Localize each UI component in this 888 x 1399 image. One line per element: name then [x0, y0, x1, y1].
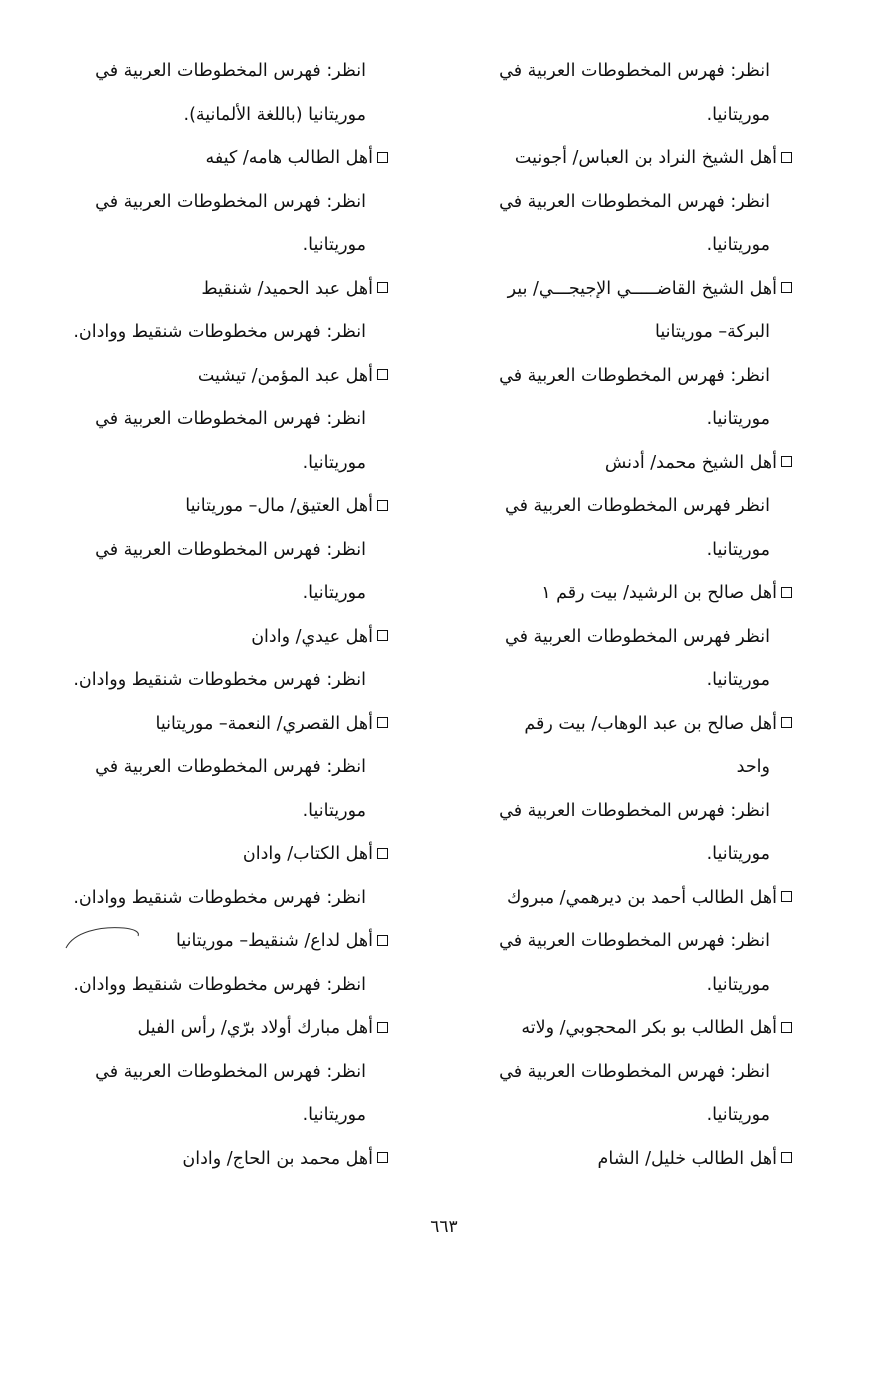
- checkbox-bullet-icon: [781, 456, 792, 467]
- page-number: ٦٦٣: [430, 1217, 458, 1237]
- entry-heading-text: أهل الطالب بو بكر المحجوبي/ ولاته: [521, 1018, 777, 1038]
- entry-heading: [63, 833, 388, 877]
- reference-line: موريتانيا.: [706, 974, 770, 995]
- reference-line: موريتانيا.: [706, 104, 770, 125]
- checkbox-bullet-icon: [781, 587, 792, 598]
- index-entry: [462, 877, 792, 1008]
- reference-line: موريتانيا.: [302, 583, 366, 603]
- entry-heading: [63, 703, 388, 747]
- entry-heading: [462, 572, 792, 616]
- checkbox-bullet-icon: [781, 891, 792, 902]
- checkbox-bullet-icon: [377, 1022, 388, 1033]
- reference-line: موريتانيا.: [302, 235, 366, 255]
- index-entry: [63, 268, 388, 355]
- index-entry: [63, 833, 388, 920]
- entry-heading-text: أهل الطالب أحمد بن ديرهمي/ مبروك: [506, 887, 777, 908]
- index-entry: [462, 442, 792, 573]
- entry-heading-text: أهل عيدي/ وادان: [251, 626, 373, 647]
- reference-line: انظر: فهرس المخطوطات العربية في: [95, 1061, 366, 1082]
- checkbox-bullet-icon: [377, 152, 388, 163]
- entry-heading-text: أهل مبارك أولاد برّي/ رأس الفيل: [137, 1018, 373, 1038]
- reference-line: موريتانيا.: [706, 235, 770, 255]
- entry-heading: [63, 485, 388, 529]
- entry-heading: [63, 1138, 388, 1182]
- reference-line: موريتانيا.: [302, 800, 366, 821]
- checkbox-bullet-icon: [781, 717, 792, 728]
- entry-heading: [462, 137, 792, 181]
- handwritten-pen-mark: [60, 918, 150, 958]
- entry-heading-text: أهل الكتاب/ وادان: [242, 844, 373, 864]
- entry-heading-continuation: البركة– موريتانيا: [655, 322, 770, 342]
- entry-heading-text: أهل الشيخ محمد/ أدنش: [604, 452, 777, 473]
- reference-line: انظر: فهرس المخطوطات العربية في: [95, 191, 366, 212]
- checkbox-bullet-icon: [377, 500, 388, 511]
- reference-line: موريتانيا.: [706, 670, 770, 690]
- entry-heading-text: أهل الشيخ القاضـــــي الإجيجـــي/ بير: [507, 278, 777, 299]
- reference-line: انظر: فهرس مخطوطات شنقيط ووادان.: [73, 974, 366, 995]
- reference-line: موريتانيا.: [706, 1105, 770, 1125]
- reference-line: موريتانيا.: [706, 409, 770, 429]
- reference-line: انظر: فهرس المخطوطات العربية في: [95, 757, 366, 777]
- entry-heading-text: أهل عبد الحميد/ شنقيط: [201, 278, 373, 299]
- entry-heading: [462, 877, 792, 921]
- reference-line: انظر: فهرس مخطوطات شنقيط ووادان.: [73, 887, 366, 908]
- reference-line: موريتانيا.: [706, 844, 770, 864]
- entry-heading-text: أهل الطالب خليل/ الشام: [597, 1148, 777, 1169]
- index-entry: [63, 137, 388, 268]
- entry-heading-text: أهل لداع/ شنقيط– موريتانيا: [175, 931, 373, 951]
- reference-line: انظر: فهرس المخطوطات العربية في: [499, 191, 770, 212]
- entry-heading: [462, 1007, 792, 1051]
- checkbox-bullet-icon: [781, 1022, 792, 1033]
- checkbox-bullet-icon: [377, 630, 388, 641]
- reference-line: انظر: فهرس مخطوطات شنقيط ووادان.: [73, 670, 366, 690]
- reference-line: انظر فهرس المخطوطات العربية في: [505, 626, 770, 647]
- reference-line: موريتانيا (باللغة الألمانية).: [183, 104, 366, 125]
- checkbox-bullet-icon: [377, 935, 388, 946]
- reference-line: انظر: فهرس المخطوطات العربية في: [499, 800, 770, 821]
- entry-heading-continuation: واحد: [736, 757, 770, 777]
- reference-line: انظر: فهرس المخطوطات العربية في: [95, 61, 366, 81]
- entry-heading-text: أهل القصري/ النعمة– موريتانيا: [155, 713, 373, 734]
- entry-heading: [462, 1138, 792, 1182]
- checkbox-bullet-icon: [377, 369, 388, 380]
- checkbox-bullet-icon: [377, 717, 388, 728]
- checkbox-bullet-icon: [377, 1152, 388, 1163]
- entry-heading: [63, 616, 388, 660]
- reference-line: انظر: فهرس المخطوطات العربية في: [499, 61, 770, 81]
- checkbox-bullet-icon: [781, 1152, 792, 1163]
- entry-heading: [63, 268, 388, 312]
- entry-heading-text: أهل محمد بن الحاج/ وادان: [182, 1148, 373, 1169]
- reference-line: موريتانيا.: [302, 1105, 366, 1125]
- index-entry: [462, 137, 792, 268]
- entry-heading: [63, 137, 388, 181]
- index-entry: [63, 485, 388, 616]
- index-entry: [462, 1007, 792, 1138]
- entry-heading-text: أهل الشيخ النراد بن العباس/ أجونيت: [514, 148, 777, 168]
- entry-heading: [462, 268, 792, 312]
- reference-line: انظر: فهرس المخطوطات العربية في: [499, 365, 770, 386]
- reference-line: انظر: فهرس المخطوطات العربية في: [95, 539, 366, 560]
- checkbox-bullet-icon: [781, 282, 792, 293]
- reference-line: موريتانيا.: [706, 539, 770, 560]
- checkbox-bullet-icon: [377, 848, 388, 859]
- entry-heading: [63, 1007, 388, 1051]
- entry-heading-text: أهل صالح بن الرشيد/ بيت رقم ١: [541, 583, 777, 603]
- entry-heading-text: أهل الطالب هامه/ كيفه: [205, 148, 373, 168]
- continued-reference: [462, 50, 792, 137]
- entry-heading-text: أهل العتيق/ مال– موريتانيا: [185, 496, 373, 516]
- index-entry: [63, 703, 388, 834]
- checkbox-bullet-icon: [377, 282, 388, 293]
- index-entry: [462, 703, 792, 877]
- index-entry: [462, 1138, 792, 1182]
- reference-line: انظر: فهرس المخطوطات العربية في: [499, 1061, 770, 1082]
- index-entry: [63, 616, 388, 703]
- reference-line: انظر: فهرس مخطوطات شنقيط ووادان.: [73, 322, 366, 342]
- reference-line: انظر فهرس المخطوطات العربية في: [505, 496, 770, 516]
- index-entry: [462, 572, 792, 703]
- reference-line: موريتانيا.: [302, 452, 366, 473]
- left-column: [63, 50, 388, 1181]
- index-entry: [63, 1138, 388, 1182]
- checkbox-bullet-icon: [781, 152, 792, 163]
- entry-heading-text: أهل صالح بن عبد الوهاب/ بيت رقم: [524, 713, 777, 734]
- index-entry: [63, 355, 388, 486]
- index-entry: [63, 1007, 388, 1138]
- entry-heading: [462, 442, 792, 486]
- reference-line: انظر: فهرس المخطوطات العربية في: [499, 931, 770, 951]
- reference-line: انظر: فهرس المخطوطات العربية في: [95, 409, 366, 429]
- entry-heading: [63, 355, 388, 399]
- entry-heading: [462, 703, 792, 747]
- index-entry: [462, 268, 792, 442]
- entry-heading-text: أهل عبد المؤمن/ تيشيت: [197, 365, 373, 386]
- continued-reference: [63, 50, 388, 137]
- right-column: [462, 50, 792, 1181]
